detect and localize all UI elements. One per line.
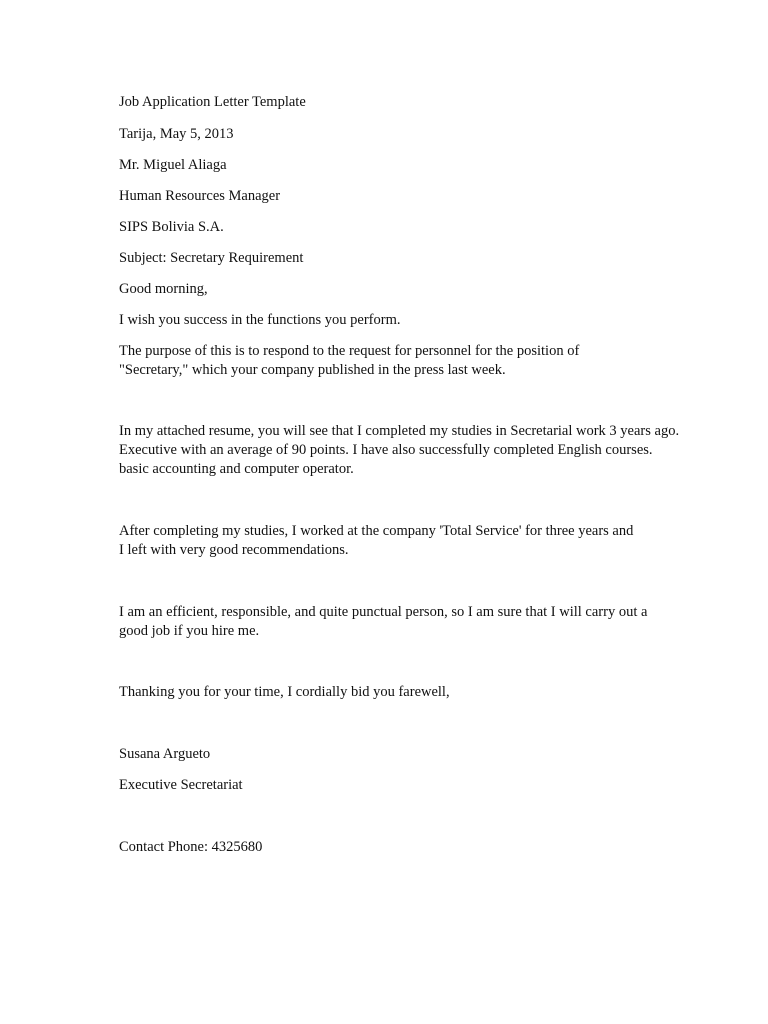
purpose-line-2: "Secretary," which your company published in the press last week. — [119, 362, 506, 378]
contact-phone: Contact Phone: 4325680 — [119, 839, 263, 855]
company-name: SIPS Bolivia S.A. — [119, 219, 224, 235]
experience-line-2: I left with very good recommendations. — [119, 542, 349, 558]
purpose-line-1: The purpose of this is to respond to the request for personnel for the position of — [119, 343, 580, 359]
signer-title: Executive Secretariat — [119, 777, 243, 793]
greeting: Good morning, — [119, 281, 208, 297]
character-line-1: I am an efficient, responsible, and quite punctual person, so I am sure that I will carry out a — [119, 604, 648, 620]
wish-line: I wish you success in the functions you perform. — [119, 312, 401, 328]
resume-line-2: Executive with an average of 90 points. I have also successfully completed English courses. — [119, 442, 653, 458]
signer-name: Susana Argueto — [119, 746, 211, 762]
subject-line: Subject: Secretary Requirement — [119, 250, 304, 266]
recipient-role: Human Resources Manager — [119, 188, 281, 204]
closing-line: Thanking you for your time, I cordially bid you farewell, — [119, 684, 450, 700]
resume-line-1: In my attached resume, you will see that I completed my studies in Secretarial work 3 years ago. — [119, 423, 680, 439]
document-title: Job Application Letter Template — [119, 94, 306, 110]
recipient-name: Mr. Miguel Aliaga — [119, 157, 227, 173]
place-date: Tarija, May 5, 2013 — [119, 126, 234, 142]
experience-line-1: After completing my studies, I worked at the company 'Total Service' for three years and — [119, 523, 634, 539]
character-line-2: good job if you hire me. — [119, 623, 260, 639]
resume-line-3: basic accounting and computer operator. — [119, 461, 354, 477]
